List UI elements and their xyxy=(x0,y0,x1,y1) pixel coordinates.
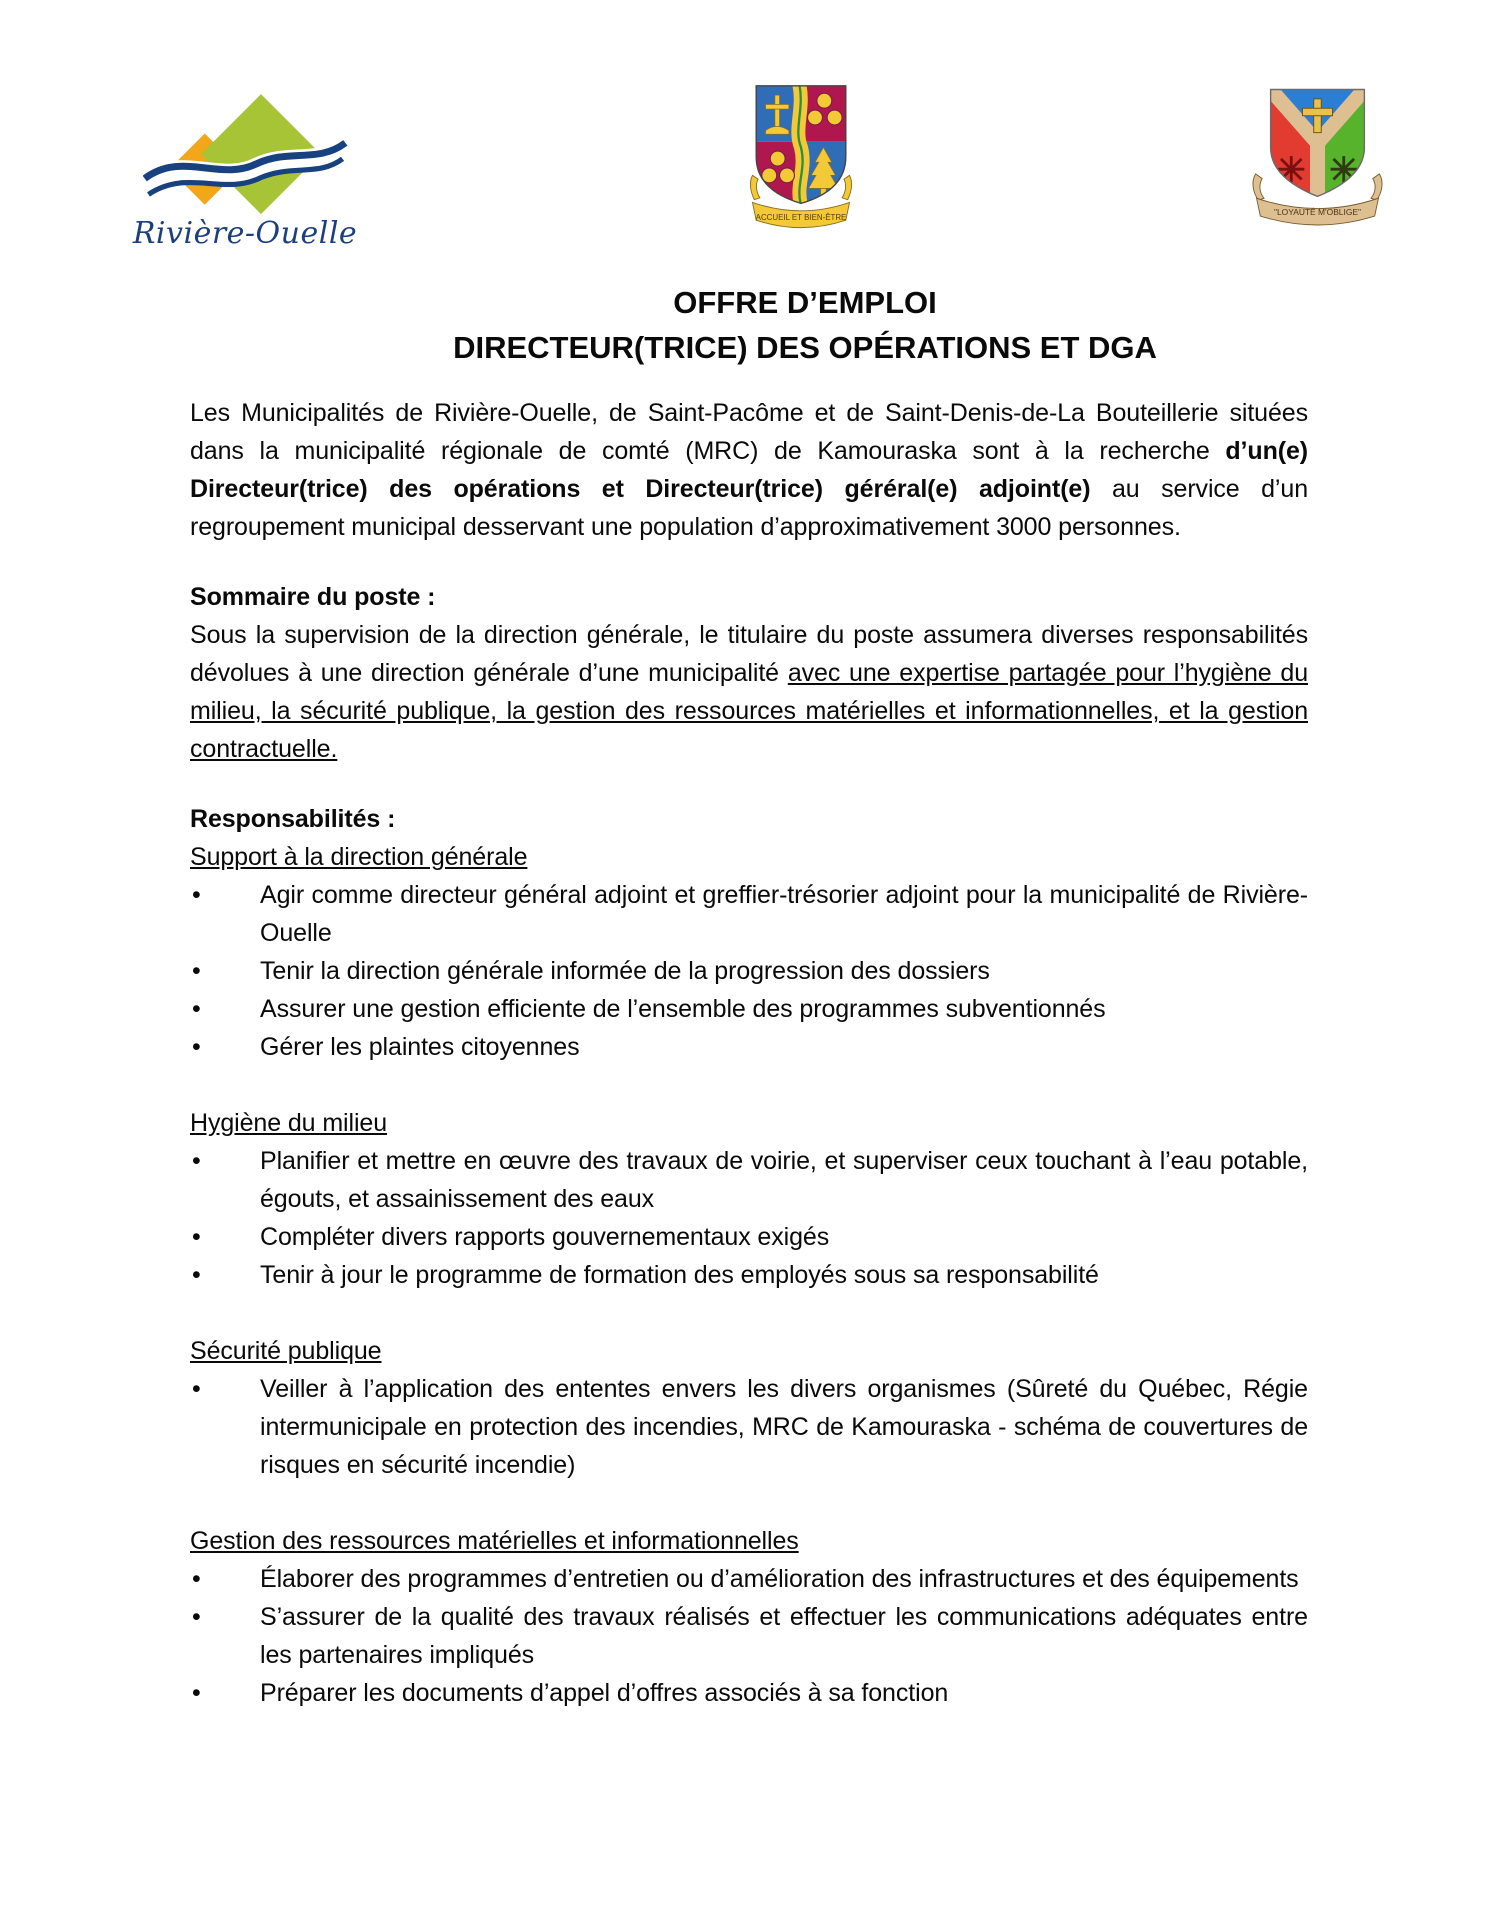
sommaire-heading: Sommaire du poste : xyxy=(190,583,436,611)
list-item: • Agir comme directeur général adjoint et greffier-trésorier adjoint pour la municipalité de Rivière-Ouelle xyxy=(190,876,1308,952)
subheading-support: Support à la direction générale xyxy=(190,843,528,871)
riviere-ouelle-wordmark: Rivière-Ouelle xyxy=(132,216,358,251)
subheading-securite: Sécurité publique xyxy=(190,1337,382,1365)
bullet-list-support xyxy=(190,876,1308,1066)
sommaire-text-underlined: avec une expertise partagée pour l’hygiène du milieu, la sécurité publique, la gestion des ressources matérielles et informationnelles, et la gestion contractuelle. xyxy=(190,659,1309,763)
page-title-line2: DIRECTEUR(TRICE) DES OPÉRATIONS ET DGA xyxy=(453,330,1157,365)
list-item: • Tenir la direction générale informée de la progression des dossiers xyxy=(190,952,1308,990)
list-item: • Tenir à jour le programme de formation des employés sous sa responsabilité xyxy=(190,1256,1308,1294)
page-title-line1: OFFRE D’EMPLOI xyxy=(673,285,937,320)
subheading-hygiene: Hygiène du milieu xyxy=(190,1109,388,1137)
page-title xyxy=(246,280,1364,370)
logo-riviere-ouelle xyxy=(132,66,358,251)
intro-text: Les Municipalités de Rivière-Ouelle, de Saint-Pacôme et de Saint-Denis-de-La Bouteillerie situées dans la municipalité régionale de comté (MRC) de Kamouraska sont à la recherche xyxy=(190,399,1308,465)
sommaire-text: Sous la supervision de la direction générale, le titulaire du poste assumera diverses responsabilités dévolues à une direction générale d’une municipalité xyxy=(190,621,1308,687)
list-item: • Élaborer des programmes d’entretien ou d’amélioration des infrastructures et des équipements xyxy=(190,1560,1308,1598)
riviere-ouelle-diamonds-icon xyxy=(143,66,348,216)
list-item: • Compléter divers rapports gouvernementaux exigés xyxy=(190,1218,1308,1256)
crest-center-icon xyxy=(745,80,857,239)
document-body xyxy=(190,280,1308,1712)
intro-text-cont: au service d’un regroupement municipal desservant une population d’approximativement 3000 personnes. xyxy=(190,475,1308,541)
intro-text-bold: d’un(e) Directeur(trice) des opérations et Directeur(trice) géréral(e) adjoint(e) xyxy=(190,437,1308,503)
list-item: • Assurer une gestion efficiente de l’ensemble des programmes subventionnés xyxy=(190,990,1308,1028)
list-item: • S’assurer de la qualité des travaux réalisés et effectuer les communications adéquates entre les partenaires impliqués xyxy=(190,1598,1308,1674)
subheading-gestion: Gestion des ressources matérielles et informationnelles xyxy=(190,1527,799,1555)
crest-center xyxy=(745,80,857,244)
crest-right-icon xyxy=(1245,82,1390,232)
bullet-list-gestion xyxy=(190,1560,1308,1712)
list-item: • Veiller à l’application des ententes envers les divers organismes (Sûreté du Québec, Régie intermunicipale en protection des incendies, MRC de Kamouraska - schéma de couvertures de risques en sécurité incendie) xyxy=(190,1370,1308,1484)
crest-right xyxy=(1245,82,1390,237)
list-item: • Planifier et mettre en œuvre des travaux de voirie, et superviser ceux touchant à l’eau potable, égouts, et assainissement des eaux xyxy=(190,1142,1308,1218)
bullet-list-securite xyxy=(190,1370,1308,1484)
crest-center-motto: ACCUEIL ET BIEN-ÊTRE xyxy=(755,213,847,223)
responsabilites-heading: Responsabilités : xyxy=(190,805,396,833)
crest-right-motto: "LOYAUTÉ M'OBLIGE" xyxy=(1274,207,1361,218)
sommaire-paragraph xyxy=(190,616,1308,768)
list-item: • Gérer les plaintes citoyennes xyxy=(190,1028,1308,1066)
intro-paragraph xyxy=(190,394,1308,546)
bullet-list-hygiene xyxy=(190,1142,1308,1294)
list-item: • Préparer les documents d’appel d’offres associés à sa fonction xyxy=(190,1674,1308,1712)
